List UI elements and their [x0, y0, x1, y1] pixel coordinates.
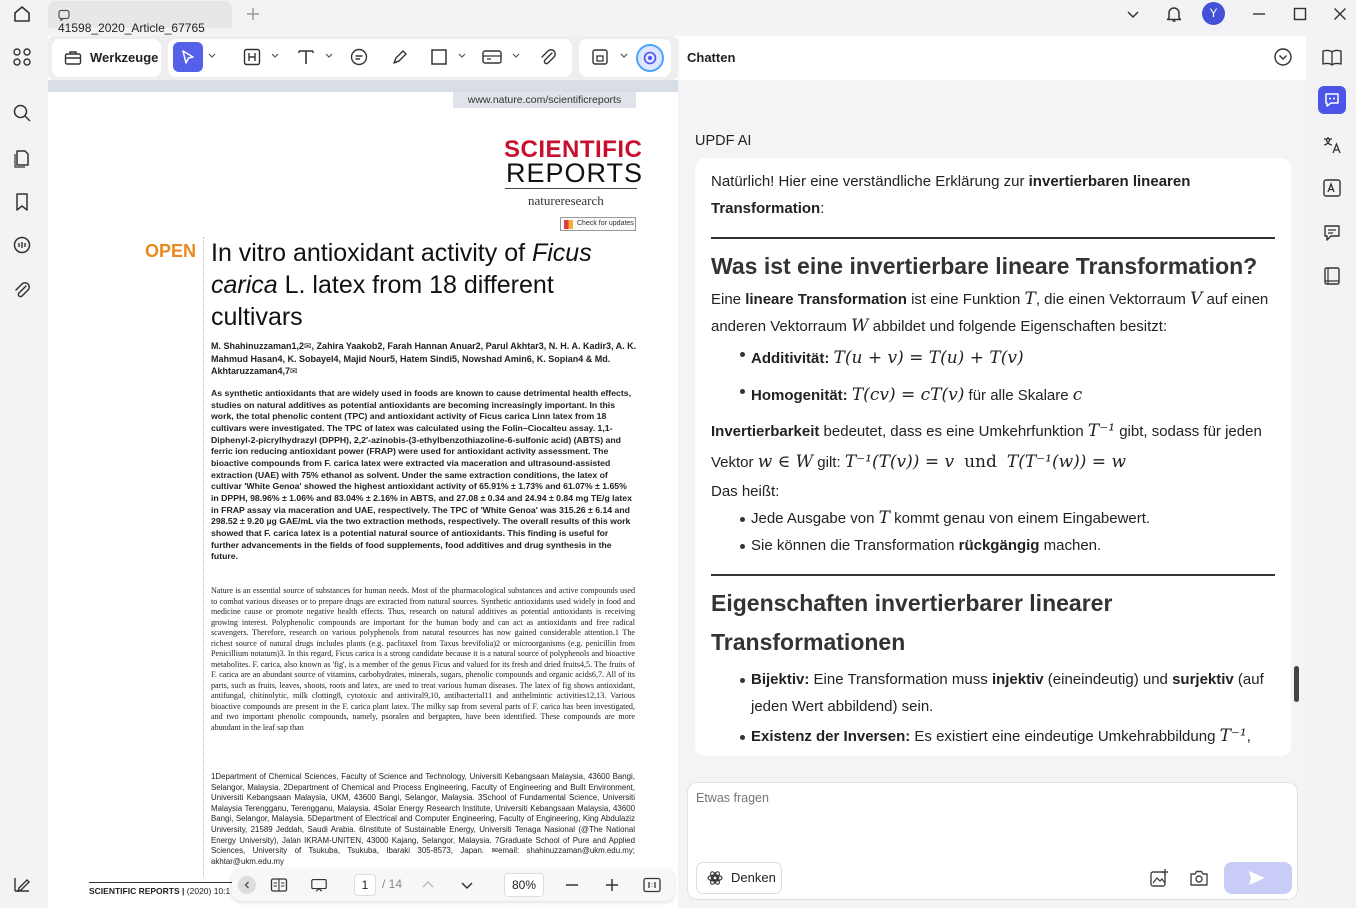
ai-sender-name: UPDF AI: [695, 133, 752, 149]
footer-journal-name: SCIENTIFIC REPORTS |: [89, 886, 185, 896]
meaning-list: [739, 505, 1277, 559]
tools-button[interactable]: [54, 43, 159, 73]
p1-math-V: V: [1190, 289, 1203, 309]
page-total: / 14: [382, 877, 403, 891]
previous-page-icon[interactable]: [419, 876, 437, 894]
tools-button-label: Werkzeuge: [90, 50, 159, 65]
think-button[interactable]: [696, 862, 782, 894]
chat-input[interactable]: [696, 791, 1286, 835]
list-item: [739, 505, 1277, 532]
maximize-icon[interactable]: [1289, 4, 1311, 24]
user-avatar[interactable]: Y: [1202, 2, 1225, 25]
li6-text-a: Es existiert eine eindeutige Umkehrabbildung: [910, 728, 1220, 745]
minimize-icon[interactable]: [1248, 4, 1270, 24]
actual-size-icon[interactable]: [643, 876, 661, 894]
text-tool-icon[interactable]: [295, 46, 317, 68]
chat-input-box: [687, 782, 1298, 900]
search-icon[interactable]: [11, 102, 33, 124]
answer-heading-1: Was ist eine invertierbare lineare Transformation?: [711, 253, 1258, 279]
document-tab[interactable]: [48, 1, 232, 35]
sign-pen-icon[interactable]: [11, 873, 33, 895]
stamp-caret-icon[interactable]: [512, 53, 520, 59]
answer-paragraph-2: [711, 416, 1277, 478]
p1-text-f: abbildet und folgende Eigenschaften besitzt:: [868, 318, 1168, 335]
li4-bold: rückgängig: [958, 537, 1040, 554]
article-title: [211, 237, 641, 333]
page-top-strip: [48, 80, 678, 92]
ai-assistant-icon[interactable]: [636, 44, 664, 72]
answer-intro: [711, 168, 1277, 222]
p2-text-c: gilt:: [813, 454, 845, 471]
send-button[interactable]: [1224, 862, 1292, 894]
list-item: [739, 532, 1277, 559]
answer-heading-2: Eigenschaften invertierbarer linearer Transformationen: [711, 590, 1113, 655]
check-updates-label: Check for updates: [577, 220, 634, 227]
list-item: [739, 666, 1277, 720]
title-part1: In vitro antioxidant activity of: [211, 239, 532, 267]
additivity-label: Additivität:: [751, 350, 830, 367]
bell-icon[interactable]: [1163, 4, 1185, 24]
reader-icon[interactable]: [1318, 262, 1346, 290]
shape-tool-icon[interactable]: [428, 46, 450, 68]
li5-text-e: (auf jeden Wert abbildend) sein.: [751, 671, 1264, 715]
logo-divider: [505, 188, 637, 189]
select-caret-icon[interactable]: [208, 53, 216, 59]
intro-bold: invertierbaren linearen Transformation: [711, 173, 1191, 217]
bijective-label: Bijektiv:: [751, 671, 810, 688]
p1-text-a: Eine: [711, 291, 746, 308]
translate-icon[interactable]: [1318, 131, 1346, 159]
p2-math-Tinv: T⁻¹: [1087, 421, 1116, 441]
highlight-caret-icon[interactable]: [271, 53, 279, 59]
footer-year: (2020) 10:1: [186, 886, 231, 896]
save-tool-icon[interactable]: [589, 46, 611, 68]
li5-injektiv: injektiv: [991, 671, 1044, 688]
li4-pre: Sie können die Transformation: [751, 537, 959, 554]
send-icon: [1248, 870, 1266, 886]
chat-scrollbar[interactable]: [1294, 666, 1299, 702]
li6-text-b: ,: [1246, 728, 1251, 745]
title-bar: [0, 0, 1356, 35]
li3-pre: Jede Ausgabe von: [751, 510, 879, 527]
check-updates-badge[interactable]: [560, 217, 636, 231]
inverse-label: Existenz der Inversen:: [751, 728, 911, 745]
brain-icon: [707, 870, 723, 886]
p2-equation-1: T⁻¹(T(v)) = v: [844, 452, 955, 472]
chevron-down-icon[interactable]: [1122, 4, 1144, 24]
p1-math-T: T: [1024, 289, 1036, 309]
attach-tool-icon[interactable]: [537, 46, 559, 68]
comments-icon[interactable]: [11, 234, 33, 256]
ocr-icon[interactable]: [1318, 174, 1346, 202]
property-list: [739, 340, 1277, 414]
ai-answer-card: [695, 158, 1291, 756]
list-item: [739, 723, 1277, 750]
page-navigation-bar: [232, 869, 674, 901]
summarize-icon[interactable]: [1318, 219, 1346, 247]
properties-list: [739, 666, 1277, 750]
li5-text-c: (eineindeutig) und: [1043, 671, 1173, 688]
book-open-icon[interactable]: [1318, 43, 1346, 71]
left-sidebar: [0, 28, 44, 908]
p1-text-c: ist eine Funktion: [906, 291, 1025, 308]
pdf-page: [48, 92, 678, 892]
publisher-name: natureresearch: [528, 193, 604, 208]
title-part2: L. latex from 18 different cultivars: [211, 271, 554, 331]
home-icon[interactable]: [10, 3, 34, 25]
save-caret-icon[interactable]: [620, 53, 628, 59]
ai-answer-content: [711, 168, 1277, 750]
page-number-input[interactable]: 1: [354, 874, 376, 896]
p1-math-W: W: [851, 316, 869, 336]
close-icon[interactable]: [1329, 4, 1351, 24]
draw-tool-icon[interactable]: [389, 46, 411, 68]
text-caret-icon[interactable]: [325, 53, 333, 59]
toolbox-icon: [64, 49, 82, 67]
bookmark-icon[interactable]: [11, 191, 33, 213]
pages-icon[interactable]: [11, 147, 33, 169]
homogeneity-label: Homogenität:: [751, 387, 848, 404]
body-text: Nature is an essential source of substances for human needs. Most of the pharmacological substances and active compounds used to combat various diseases or to prepare drugs are extracted from natural sources. Synthetic antioxidants used widely in food and medicine cause or promote negative health effects. Thus, research on natural additives as potential antioxidants is receiving growing interest. Polyphenolic compounds are important for the human body and can act as antioxidants and free radical scavengers. Therefore, research on various polyphenols from natural resources has now gained considerable attention.1 The richest source of natural drugs includes plants (e.g. paclitaxel from Taxus brevifolia)2 or microorganisms (e.g. penicillin from Penicillium notatum)3. In this regard, Ficus carica is a strong candidate because it is a natural source of polyphenols and bioactive metabolites. F. carica, also known as 'fig', is a member of the genus Ficus and valued for its fresh and dried fruits4,5. The fruits of F. carica are an abundant source of vitamins, carbohydrates, minerals, sugars, phenolic compounds and organic acids6,7. All of its parts, such as fruits, leaves, shoots, roots and latex, are used to treat various human diseases. The latex of fig shows antioxidant, antifungal, chitinolytic, milk clotting8, cytotoxic and antiviral9,10, antibacterial11 and anthelmintic activities12,13. Various bioactive compounds are present in the F. carica plant latex. The milky sap from several parts of F. carica has been investigated, and two important phenolic compounds, namely, psoralen and bergapten, have been identified. These compounds are more abundant in the leaf sap than: [211, 586, 635, 732]
homogeneity-post: für alle Skalare: [964, 387, 1073, 404]
open-access-label: OPEN: [145, 241, 197, 261]
journal-logo-line1: SCIENTIFIC: [504, 136, 643, 163]
next-page-icon[interactable]: [458, 876, 476, 894]
editor-toolbar: [48, 36, 678, 80]
p1-bold: lineare Transformation: [745, 291, 907, 308]
p1-text-e: auf einen anderen Vektorraum: [711, 291, 1269, 335]
p2-text-b: gibt, sodass für jeden Vektor: [711, 423, 1262, 471]
journal-url[interactable]: www.nature.com/scientificreports: [453, 92, 636, 108]
highlight-tool-icon[interactable]: [241, 46, 263, 68]
chat-header-title: Chatten: [687, 50, 736, 65]
crossmark-icon: [564, 220, 573, 229]
affiliations-text: 1Department of Chemical Sciences, Faculty of Science and Technology, Universiti Kebangsaan Malaysia, 43600 Bangi, Selangor, Malaysia. 2Department of Chemical and Process Engineering, Faculty of Engineering and Built Environment, Universiti Kebangsaan Malaysia, UKM, 43600 Bangi, Selangor, Malaysia. 3School of Fundamental Science, Universiti Malaysia Terengganu, Terengganu, Malaysia. 4Solar Energy Research Institute, Universiti Kebangsaan Malaysia, 43600 Bangi, Selangor, Malaysia. 5Department of Electrical and Computer Engineering, Faculty of Engineering, King Abdulaziz University, 21589 Jeddah, Saudi Arabia. 6Institute of Sustainable Energy, Universiti Tenaga Nasional (@The National Energy University), Jalan IKRAM-UNITEN, 43000 Kajang, Selangor, Malaysia. 7Graduate School of Pure and Applied Sciences, University of Tsukuba, Tsukuba, Ibaraki 305-8573, Japan. ✉email: shahinuzzaman@ukm.edu.my; akhtar@ukm.edu.my: [211, 772, 635, 866]
shape-caret-icon[interactable]: [458, 53, 466, 59]
homogeneity-formula: T(cv) = cT(v): [851, 385, 965, 405]
li5-surjektiv: surjektiv: [1172, 671, 1234, 688]
intro-post: :: [820, 200, 825, 217]
section-divider: [711, 574, 1275, 576]
ai-chat-icon[interactable]: [1318, 86, 1346, 114]
stamp-tool-icon[interactable]: [481, 46, 503, 68]
add-tab-icon[interactable]: [244, 4, 262, 24]
zoom-out-icon[interactable]: [563, 876, 581, 894]
invertibility-bold: Invertierbarkeit: [711, 423, 820, 440]
right-sidebar: [1306, 36, 1356, 908]
abstract-text: As synthetic antioxidants that are widely used in foods are known to cause detrimental health effects, studies on natural additives as potential antioxidants are becoming increasingly important. In this work, the total phenolic content (TPC) and antioxidant activity of Ficus carica Linn latex from 18 cultivars were investigated. The TPC of latex was calculated using the Folin–Ciocalteu assay. 1,1-Diphenyl-2-picrylhydrazyl (DPPH), 2,2′-azinobis-(3-ethylbenzothiazoline-6-sulfonic acid) (ABTS) and ferric ion reducing antioxidant power (FRAP) were used for antioxidant activity assessment. The bioactive compounds from F. carica latex were extracted via maceration and ultrasound-assisted extraction (UAE) with 75% ethanol as solvent. Under the same extraction conditions, the latex of cultivar 'White Genoa' showed the highest antioxidant activity of 65.91% ± 1.73% and 61.07% ± 1.65% in DPPH, 98.96% ± 1.06% and 83.04% ± 2.16% in ABTS, and 27.08 ± 0.34 and 24.94 ± 0.84 mg TE/g latex in FRAP assay via maceration and UAE, respectively. The TPC of 'White Genoa' was 315.26 ± 6.14 and 298.52 ± 9.20 µg GAE/mL via the two extraction methods, respectively. The overall results of this work showed that F. carica latex is a potential natural source of antioxidants. This finding is useful for further advancements in the fields of food supplements, food additives and drug synthesis in the future.: [211, 388, 632, 562]
li6-math-Tinv: T⁻¹: [1219, 726, 1247, 746]
p2-equation-2: T(T⁻¹(w)) = w: [1006, 452, 1127, 472]
footer-divider: [89, 882, 234, 883]
select-tool-icon[interactable]: [173, 42, 203, 72]
presentation-icon[interactable]: [310, 876, 328, 894]
p1-text-d: , die einen Vektorraum: [1035, 291, 1191, 308]
journal-logo-line2: REPORTS: [506, 158, 644, 188]
answer-paragraph-1: [711, 286, 1277, 340]
grid-apps-icon[interactable]: [11, 46, 33, 68]
image-upload-icon[interactable]: [1148, 867, 1170, 889]
additivity-formula: T(u + v) = T(u) + T(v): [833, 348, 1024, 368]
p2-und: und: [964, 452, 997, 472]
intro-text: Natürlich! Hier eine verständliche Erklärung zur: [711, 173, 1029, 190]
author-list: M. Shahinuzzaman1,2✉, Zahira Yaakob2, Farah Hannan Anuar2, Parul Akhtar3, N. H. A. Kadir3, A. K. Mahmud Hasan4, K. Sobayel4, Majid Nour5, Hatem Sindi5, Nowshad Amin6, K. Sopian4 & Md. Akhtaruzzaman4,7✉: [211, 341, 637, 377]
think-button-label: Denken: [731, 870, 776, 885]
history-icon[interactable]: [1272, 46, 1294, 68]
document-tab-title: 41598_2020_Article_67765: [58, 21, 205, 35]
p2-text-a: bedeutet, dass es eine Umkehrfunktion: [819, 423, 1088, 440]
li4-post: machen.: [1039, 537, 1102, 554]
answer-paragraph-3: Das heißt:: [711, 483, 780, 500]
section-divider: [711, 237, 1275, 239]
page-layout-icon[interactable]: [270, 876, 288, 894]
collapse-nav-icon[interactable]: [238, 876, 256, 894]
list-item: [739, 340, 1277, 377]
title-italic: Ficus carica: [211, 239, 592, 299]
comment-tool-icon[interactable]: [348, 46, 370, 68]
list-item: [739, 377, 1277, 414]
camera-icon[interactable]: [1188, 867, 1210, 889]
homogeneity-c: c: [1072, 385, 1083, 405]
li3-post: kommt genau von einem Eingabewert.: [889, 510, 1151, 527]
attachment-icon[interactable]: [11, 279, 33, 301]
comment-doc-icon: [58, 9, 70, 21]
zoom-level[interactable]: 80%: [504, 873, 544, 897]
li3-math-T: T: [878, 508, 890, 528]
page-footer: [89, 886, 230, 896]
p2-math-w: w ∈ W: [757, 452, 814, 472]
title-divider: [203, 237, 204, 877]
zoom-in-icon[interactable]: [603, 876, 621, 894]
li5-text-a: Eine Transformation muss: [809, 671, 992, 688]
